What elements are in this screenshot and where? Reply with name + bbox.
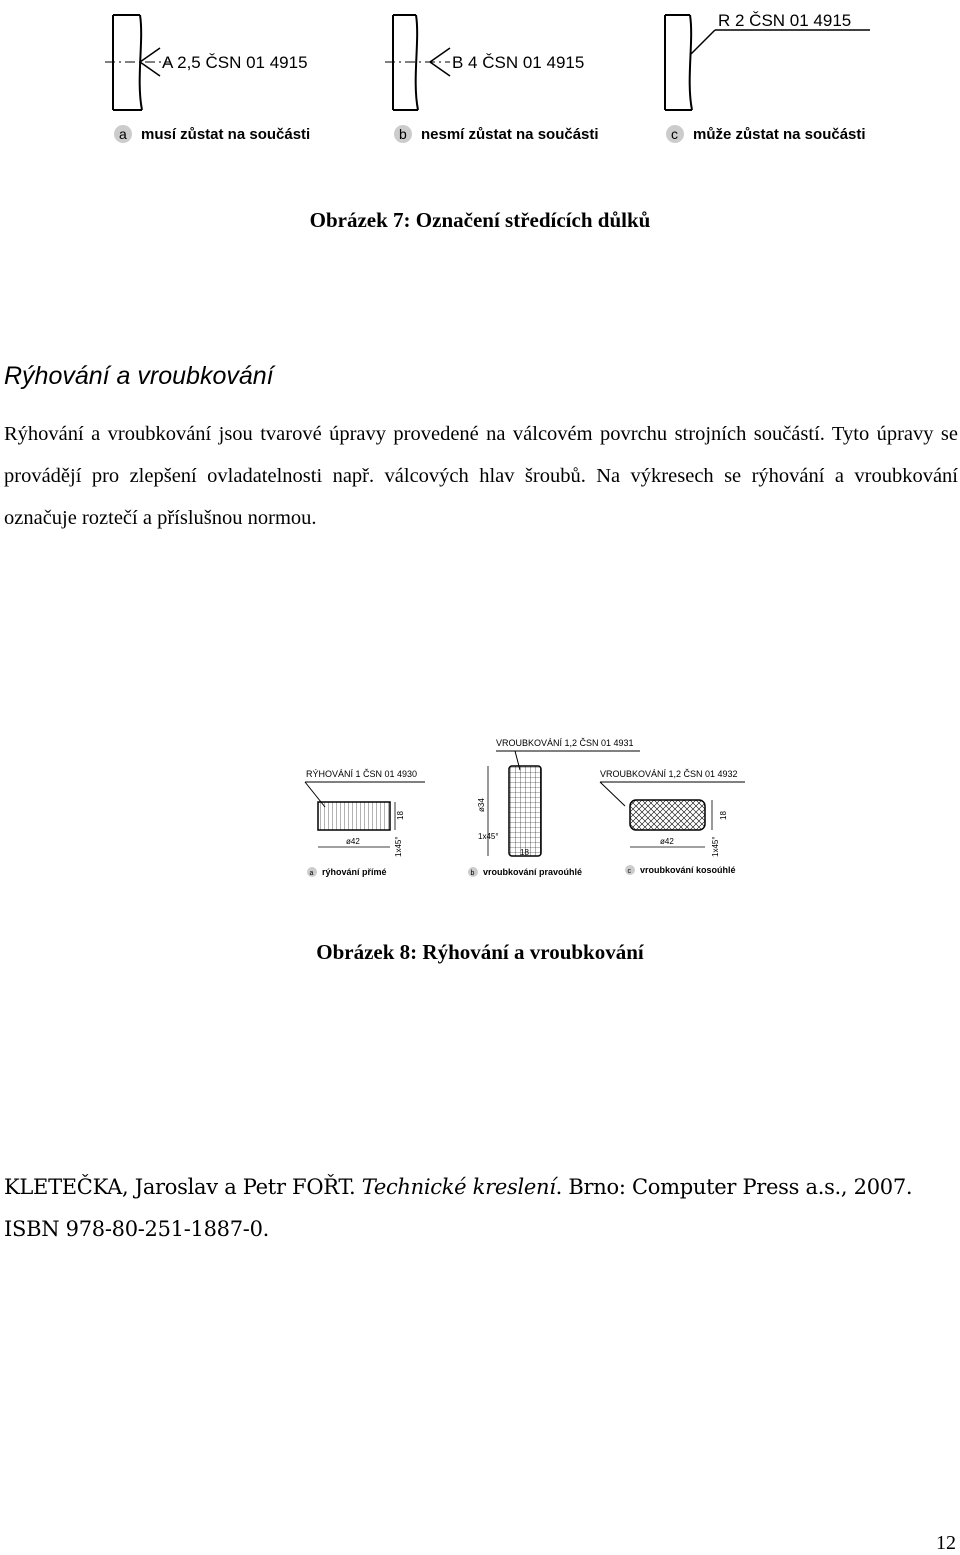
figure-8-caption: Obrázek 8: Rýhování a vroubkování xyxy=(316,940,644,964)
fig8-panel-b-part xyxy=(509,766,541,856)
fig8-panel-c-marker: c xyxy=(627,868,631,875)
figure-knurling xyxy=(300,722,760,882)
fig8-panel-a-marker: a xyxy=(309,870,314,877)
panel-a-label: musí zůstat na součásti xyxy=(141,126,311,143)
fig8-panel-b-marker: b xyxy=(470,870,475,877)
reference-title: Technické kreslení xyxy=(361,1175,556,1199)
fig8-panel-b-length: 18 xyxy=(520,848,529,857)
fig8-panel-b-chamfer: 1x45° xyxy=(478,832,499,841)
fig8-panel-a-label: rýhování přímé xyxy=(322,867,387,877)
fig8-panel-c-callout: VROUBKOVÁNÍ 1,2 ČSN 01 4932 xyxy=(600,769,738,779)
page-number: 12 xyxy=(936,1532,956,1554)
panel-a-marker: a xyxy=(119,126,127,142)
reference-authors: KLETEČKA, Jaroslav a Petr FOŘT. xyxy=(4,1175,362,1199)
fig8-panel-a-length: 18 xyxy=(396,811,405,820)
figure-centering-holes xyxy=(100,0,900,160)
body-paragraph: Rýhování a vroubkování jsou tvarové úpravy provedené na válcovém povrchu strojních součástí. Tyto úpravy se provádějí pro zlepšení ovladatelnosti např. válcových hlav šroubů. Na výkresech se rýhování a vroubkování označuje roztečí a příslušnou normou. xyxy=(4,423,958,529)
fig8-panel-a-part xyxy=(318,802,390,830)
reference-details: . Brno: Computer Press a.s., 2007. ISBN 978-80-251-1887-0. xyxy=(4,1175,913,1241)
panel-b-callout: B 4 ČSN 01 4915 xyxy=(452,53,585,72)
fig8-panel-c-part xyxy=(630,800,705,830)
panel-a-callout: A 2,5 ČSN 01 4915 xyxy=(162,53,308,72)
panel-b-drawing xyxy=(385,15,450,110)
panel-b-marker: b xyxy=(399,126,407,142)
panel-a-drawing xyxy=(105,15,170,110)
bibliographic-reference xyxy=(4,1166,960,1250)
fig8-panel-a-diameter: ø42 xyxy=(346,837,360,846)
panel-c-marker: c xyxy=(671,126,678,142)
fig8-panel-b-diameter: ø34 xyxy=(477,798,486,812)
fig8-panel-c-chamfer: 1x45° xyxy=(711,836,720,857)
fig8-panel-c-diameter: ø42 xyxy=(660,837,674,846)
fig8-panel-b-label: vroubkování pravoúhlé xyxy=(483,867,583,877)
fig8-panel-a-chamfer: 1x45° xyxy=(394,836,403,857)
fig8-panel-a-callout: RÝHOVÁNÍ 1 ČSN 01 4930 xyxy=(306,769,418,779)
section-heading: Rýhování a vroubkování xyxy=(4,362,274,390)
fig8-panel-c-label: vroubkování kosoúhlé xyxy=(640,865,736,875)
panel-c-label: může zůstat na součásti xyxy=(693,126,866,143)
figure-7-caption: Obrázek 7: Označení středících důlků xyxy=(309,208,651,232)
fig8-panel-c-length: 18 xyxy=(719,811,728,820)
fig8-panel-b-callout: VROUBKOVÁNÍ 1,2 ČSN 01 4931 xyxy=(496,738,634,748)
panel-b-label: nesmí zůstat na součásti xyxy=(421,126,599,143)
panel-c-callout: R 2 ČSN 01 4915 xyxy=(718,11,852,30)
